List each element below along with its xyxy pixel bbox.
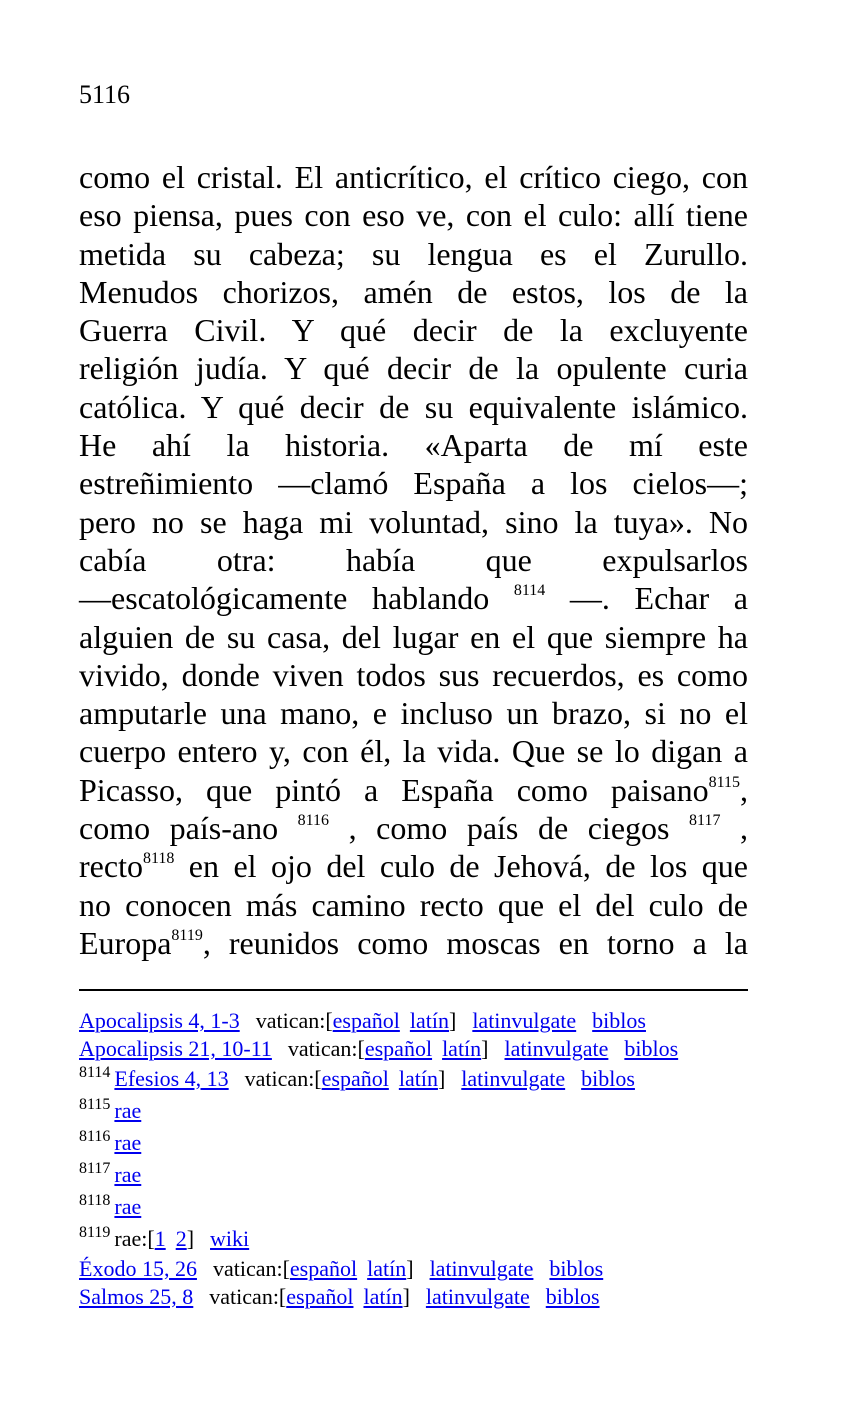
bracket-close: ]	[448, 1008, 457, 1033]
footnote-ref: 8114	[513, 582, 546, 600]
text-line	[79, 618, 748, 656]
latin-link[interactable]: latín	[363, 1284, 403, 1309]
rae-link[interactable]: rae	[114, 1162, 142, 1187]
text-fragment: Guerra Civil. Y qué decir de la excluyente	[79, 312, 748, 349]
text-line	[79, 426, 748, 464]
text-fragment: estreñimiento —clamó España a los cielos—;	[79, 465, 748, 502]
espanol-link[interactable]: español	[286, 1284, 354, 1309]
text-line	[79, 579, 748, 617]
rae-label: rae:[	[114, 1226, 155, 1251]
text-line	[79, 158, 748, 196]
rae-link[interactable]: rae	[114, 1130, 142, 1155]
footnote-line	[79, 1191, 819, 1223]
footnote-line	[79, 1283, 819, 1311]
bible-ref-link[interactable]: Éxodo 15, 26	[79, 1256, 197, 1281]
biblos-link[interactable]: biblos	[624, 1036, 679, 1061]
text-line	[79, 541, 748, 579]
text-fragment: en el ojo del culo de Jehová, de los que	[174, 848, 748, 885]
bracket-close: ]	[437, 1066, 446, 1091]
rae-link-2[interactable]: 2	[175, 1226, 187, 1251]
footnote-number: 8119	[79, 1224, 111, 1241]
text-line	[79, 809, 748, 847]
latinvulgate-link[interactable]: latinvulgate	[472, 1008, 577, 1033]
latinvulgate-link[interactable]: latinvulgate	[429, 1256, 534, 1281]
biblos-link[interactable]: biblos	[545, 1284, 600, 1309]
footnote-line	[79, 1007, 819, 1035]
text-line	[79, 349, 748, 387]
text-fragment: ,	[740, 771, 748, 808]
biblos-link[interactable]: biblos	[581, 1066, 635, 1091]
footnote-divider	[79, 989, 748, 991]
text-line	[79, 924, 748, 962]
latin-link[interactable]: latín	[442, 1036, 482, 1061]
biblos-link[interactable]: biblos	[549, 1256, 604, 1281]
espanol-link[interactable]: español	[321, 1066, 389, 1091]
bible-ref-link[interactable]: Efesios 4, 13	[114, 1066, 229, 1091]
footnote-ref: 8116	[297, 812, 330, 830]
text-line	[79, 273, 748, 311]
text-line	[79, 886, 748, 924]
text-fragment: metida su cabeza; su lengua es el Zurullo.	[79, 235, 748, 272]
vatican-label: vatican:[	[212, 1256, 290, 1281]
text-fragment: eso piensa, pues con eso ve, con el culo: allí tiene	[79, 197, 748, 234]
latinvulgate-link[interactable]: latinvulgate	[461, 1066, 566, 1091]
footnotes	[79, 1007, 819, 1311]
text-fragment: cabía otra: había que expulsarlos	[79, 541, 748, 578]
text-fragment: amputarle una mano, e incluso un brazo, si no el	[79, 695, 748, 732]
footnote-ref: 8119	[171, 926, 203, 944]
latin-link[interactable]: latín	[398, 1066, 438, 1091]
footnote-number: 8114	[79, 1064, 111, 1081]
text-fragment: recto	[79, 848, 143, 885]
vatican-label: vatican:[	[209, 1284, 287, 1309]
text-line	[79, 656, 748, 694]
text-line	[79, 196, 748, 234]
footnote-ref: 8117	[689, 812, 721, 830]
text-line	[79, 388, 748, 426]
text-fragment: Picasso, que pintó a España como paisano	[79, 771, 709, 808]
rae-link[interactable]: rae	[114, 1098, 142, 1123]
text-fragment: , reunidos como moscas en torno a la	[202, 924, 748, 961]
footnote-line	[79, 1127, 819, 1159]
text-fragment: He ahí la historia. «Aparta de mí este	[79, 427, 748, 464]
text-line	[79, 503, 748, 541]
text-fragment: vivido, donde viven todos sus recuerdos, es como	[79, 656, 748, 693]
footnote-number: 8118	[79, 1192, 111, 1209]
footnote-number: 8115	[79, 1096, 111, 1113]
text-fragment: Europa	[79, 924, 172, 961]
footnote-number: 8117	[79, 1160, 111, 1177]
text-fragment: como el cristal. El anticrítico, el crítico ciego, con	[79, 159, 748, 195]
vatican-label: vatican:[	[287, 1036, 365, 1061]
page-number: 5116	[79, 80, 131, 109]
bible-ref-link[interactable]: Salmos 25, 8	[79, 1284, 194, 1309]
bracket-close: ]	[481, 1036, 489, 1061]
text-line	[79, 771, 748, 809]
rae-link-1[interactable]: 1	[154, 1226, 166, 1251]
text-fragment: , como país de ciegos	[329, 810, 690, 847]
text-fragment: como país-ano	[79, 810, 298, 847]
espanol-link[interactable]: español	[332, 1008, 400, 1033]
text-line	[79, 464, 748, 502]
text-line	[79, 847, 748, 885]
text-fragment: alguien de su casa, del lugar en el que siempre ha	[79, 618, 748, 655]
wiki-link[interactable]: wiki	[210, 1226, 250, 1251]
latin-link[interactable]: latín	[409, 1008, 449, 1033]
text-fragment: pero no se haga mi voluntad, sino la tuya». No	[79, 503, 748, 540]
text-fragment: no conocen más camino recto que el del culo de	[79, 886, 748, 923]
text-line	[79, 732, 748, 770]
footnote-line	[79, 1063, 819, 1095]
text-line	[79, 235, 748, 273]
espanol-link[interactable]: español	[289, 1256, 358, 1281]
text-fragment: Menudos chorizos, amén de estos, los de la	[79, 273, 748, 310]
footnote-line	[79, 1159, 819, 1191]
footnote-line	[79, 1255, 819, 1283]
espanol-link[interactable]: español	[364, 1036, 433, 1061]
latinvulgate-link[interactable]: latinvulgate	[425, 1284, 530, 1309]
footnote-line	[79, 1223, 819, 1255]
text-fragment: cuerpo entero y, con él, la vida. Que se lo digan a	[79, 733, 748, 770]
text-fragment: —escatológicamente hablando	[79, 580, 514, 617]
text-fragment: —. Echar a	[545, 580, 749, 617]
latinvulgate-link[interactable]: latinvulgate	[504, 1036, 609, 1061]
bible-ref-link[interactable]: Apocalipsis 4, 1-3	[79, 1008, 240, 1033]
text-line	[79, 311, 748, 349]
text-fragment: ,	[720, 810, 749, 847]
rae-link[interactable]: rae	[114, 1194, 142, 1219]
vatican-label: vatican:[	[255, 1008, 333, 1033]
footnote-line	[79, 1035, 819, 1063]
footnote-ref: 8115	[708, 773, 740, 791]
vatican-label: vatican:[	[244, 1066, 322, 1091]
text-line	[79, 694, 748, 732]
bracket-close: ]	[402, 1284, 410, 1309]
bracket-close: ]	[406, 1256, 414, 1281]
footnote-number: 8116	[79, 1128, 111, 1145]
bible-ref-link[interactable]: Apocalipsis 21, 10-11	[79, 1036, 272, 1061]
latin-link[interactable]: latín	[367, 1256, 407, 1281]
text-fragment: católica. Y qué decir de su equivalente islámico.	[79, 388, 748, 425]
biblos-link[interactable]: biblos	[592, 1008, 646, 1033]
bracket-close: ]	[186, 1226, 195, 1251]
footnote-line	[79, 1095, 819, 1127]
footnote-ref: 8118	[142, 850, 175, 868]
text-fragment: religión judía. Y qué decir de la opulente curia	[79, 350, 748, 387]
body-text	[79, 158, 748, 962]
